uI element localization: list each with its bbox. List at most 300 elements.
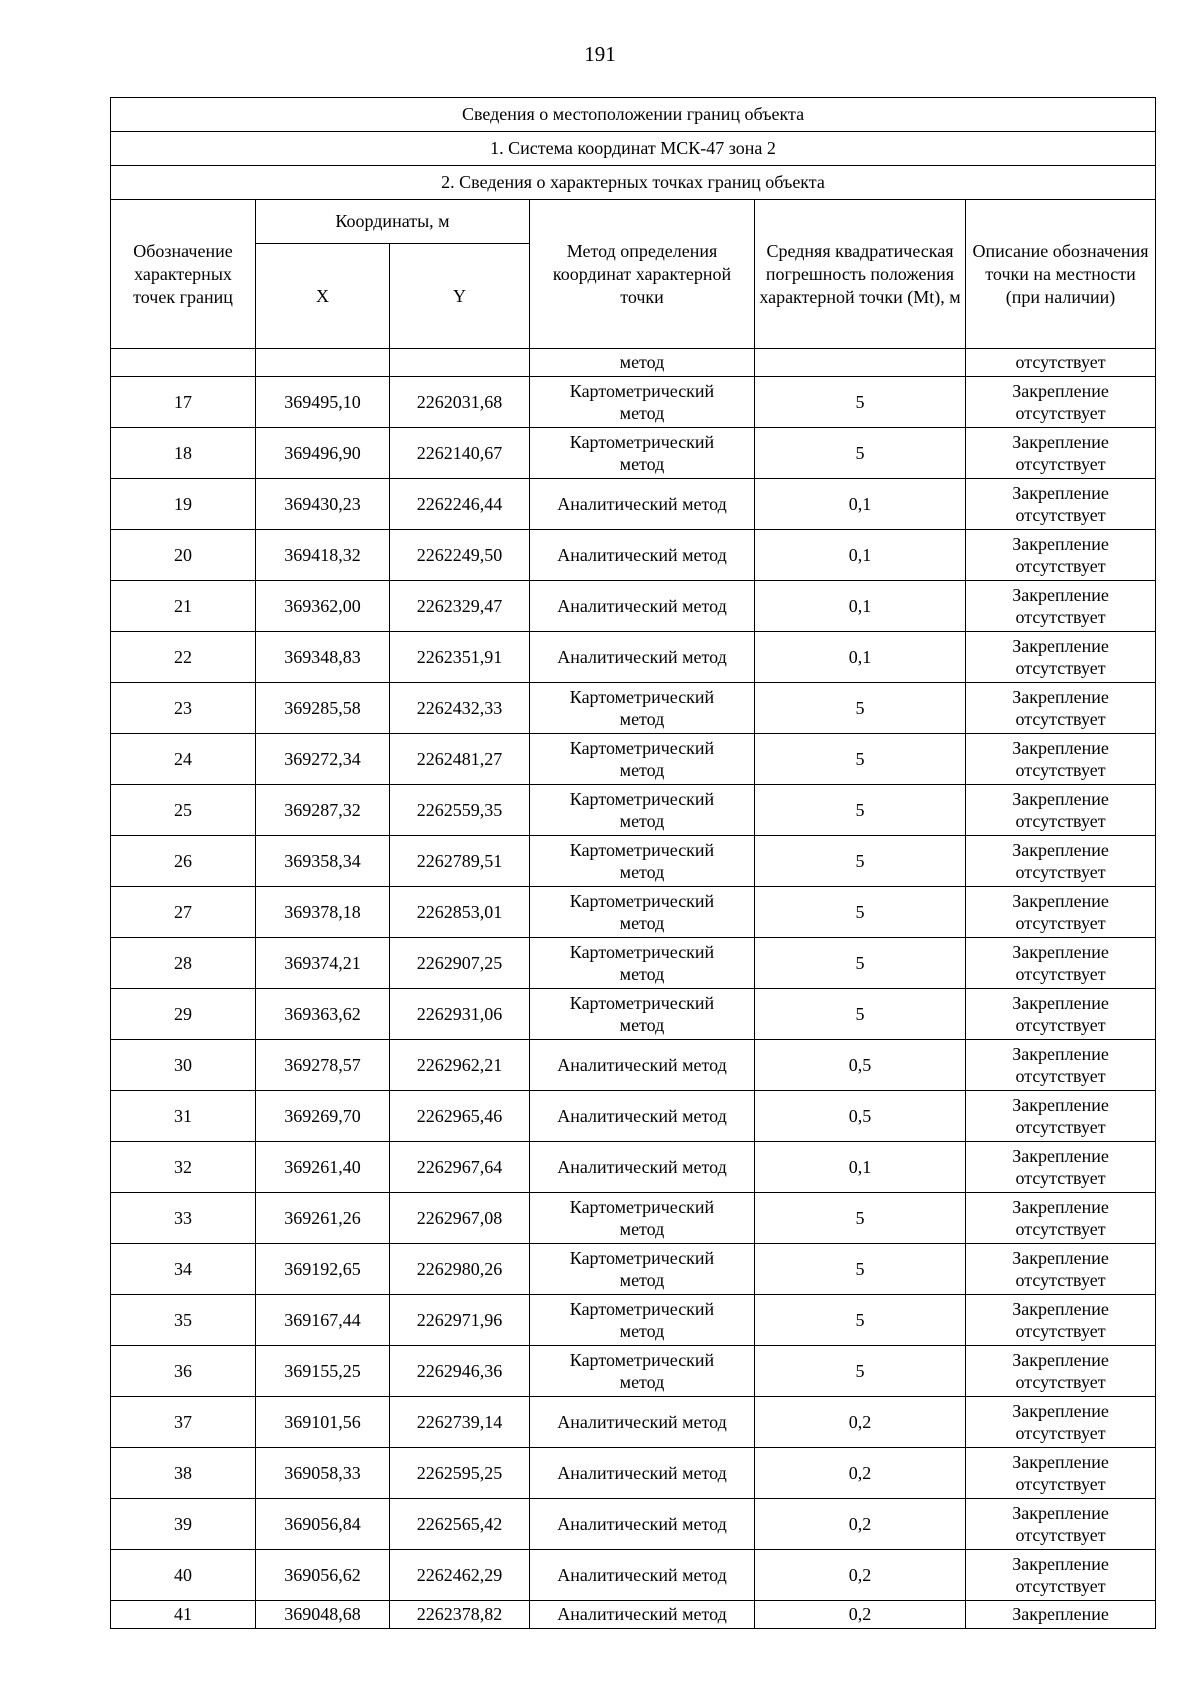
cell-method	[530, 683, 755, 734]
cell-description	[966, 989, 1156, 1040]
cell-description	[966, 887, 1156, 938]
method-text	[570, 992, 714, 1036]
cell-mean-error: 5	[755, 734, 966, 785]
method-line-1: Картометрический	[569, 1247, 715, 1268]
cell-point-number: 33	[111, 1193, 256, 1244]
cell-empty	[256, 349, 390, 377]
description-line-2: отсутствует	[1015, 1575, 1106, 1596]
table-row	[111, 938, 1156, 989]
description-line-2: отсутствует	[1015, 861, 1106, 882]
cell-description	[966, 632, 1156, 683]
cell-description	[966, 836, 1156, 887]
method-line-2: метод	[619, 708, 665, 729]
cell-method	[530, 1040, 755, 1091]
method-line-1: Картометрический	[569, 941, 715, 962]
cell-point-number: 38	[111, 1448, 256, 1499]
cell-x: 369495,10	[256, 377, 390, 428]
description-text	[1012, 482, 1109, 526]
table-row	[111, 377, 1156, 428]
cell-y: 2262595,25	[390, 1448, 530, 1499]
cell-mean-error: 5	[755, 938, 966, 989]
cell-y: 2262249,50	[390, 530, 530, 581]
description-line-2: отсутствует	[1015, 555, 1106, 576]
description-line-2: отсутствует	[1015, 504, 1106, 525]
method-text	[570, 890, 714, 934]
cell-y: 2262789,51	[390, 836, 530, 887]
description-line-2: отсутствует	[1015, 1065, 1106, 1086]
cell-y: 2262432,33	[390, 683, 530, 734]
cell-x: 369278,57	[256, 1040, 390, 1091]
table-row	[111, 530, 1156, 581]
method-line-1: Картометрический	[569, 788, 715, 809]
table-row	[111, 1499, 1156, 1550]
table-row	[111, 1601, 1156, 1629]
cell-point-number: 37	[111, 1397, 256, 1448]
cell-method	[530, 1448, 755, 1499]
cell-method	[530, 887, 755, 938]
cell-y: 2262481,27	[390, 734, 530, 785]
cell-x: 369363,62	[256, 989, 390, 1040]
description-line-2: отсутствует	[1015, 1167, 1106, 1188]
description-line-2: отсутствует	[1015, 453, 1106, 474]
description-text	[1012, 1094, 1109, 1138]
description-line-2: отсутствует	[1015, 1473, 1106, 1494]
description-text	[1012, 1502, 1109, 1546]
cell-x: 369261,26	[256, 1193, 390, 1244]
method-line-2: метод	[619, 861, 665, 882]
cell-point-number: 32	[111, 1142, 256, 1193]
cell-x: 369058,33	[256, 1448, 390, 1499]
description-line-1: Закрепление	[1012, 533, 1109, 554]
method-text	[557, 646, 727, 668]
cell-mean-error: 0,1	[755, 632, 966, 683]
method-line-1: Картометрический	[569, 737, 715, 758]
cell-y: 2262907,25	[390, 938, 530, 989]
cell-point-number: 20	[111, 530, 256, 581]
cell-y: 2262565,42	[390, 1499, 530, 1550]
cell-y: 2262965,46	[390, 1091, 530, 1142]
method-text	[557, 1105, 727, 1127]
method-line-1: Аналитический метод	[557, 544, 727, 565]
cell-point-number: 39	[111, 1499, 256, 1550]
cell-method: метод	[530, 349, 755, 377]
description-line-1: Закрепление	[1012, 1196, 1109, 1217]
method-text	[570, 1298, 714, 1342]
description-text	[1012, 380, 1109, 424]
description-text	[1012, 1145, 1109, 1189]
cell-method	[530, 734, 755, 785]
cell-point-number: 36	[111, 1346, 256, 1397]
method-text	[557, 493, 727, 515]
cell-x: 369155,25	[256, 1346, 390, 1397]
cell-point-number: 18	[111, 428, 256, 479]
table-row	[111, 1448, 1156, 1499]
cell-mean-error: 5	[755, 683, 966, 734]
cell-mean-error: 5	[755, 1346, 966, 1397]
cell-description	[966, 938, 1156, 989]
method-text	[570, 431, 714, 475]
method-line-2: метод	[619, 1218, 665, 1239]
cell-description: отсутствует	[966, 349, 1156, 377]
cell-x: 369378,18	[256, 887, 390, 938]
cell-method	[530, 632, 755, 683]
method-line-1: Аналитический метод	[557, 1462, 727, 1483]
cell-x: 369418,32	[256, 530, 390, 581]
method-text	[557, 595, 727, 617]
cell-mean-error: 5	[755, 1193, 966, 1244]
table-row	[111, 734, 1156, 785]
cell-y: 2262962,21	[390, 1040, 530, 1091]
cell-method	[530, 1346, 755, 1397]
description-line-1: Закрепление	[1012, 1145, 1109, 1166]
cell-mean-error: 5	[755, 428, 966, 479]
description-line-1: Закрепление	[1012, 992, 1109, 1013]
cell-y: 2262971,96	[390, 1295, 530, 1346]
cell-mean-error: 0,1	[755, 479, 966, 530]
method-text	[570, 1196, 714, 1240]
cell-description	[966, 1346, 1156, 1397]
cell-point-number: 28	[111, 938, 256, 989]
cell-description	[966, 1295, 1156, 1346]
method-line-2: метод	[619, 912, 665, 933]
table-row	[111, 989, 1156, 1040]
description-text	[1012, 635, 1109, 679]
header-method: Метод определения координат характерной точки	[530, 200, 755, 349]
cell-method	[530, 989, 755, 1040]
cell-method	[530, 377, 755, 428]
cell-y: 2262931,06	[390, 989, 530, 1040]
description-text	[1012, 1451, 1109, 1495]
method-line-1: Картометрический	[569, 686, 715, 707]
description-line-1: Закрепление	[1012, 1043, 1109, 1064]
cell-point-number: 40	[111, 1550, 256, 1601]
header-description: Описание обозначения точки на местности (при наличии)	[966, 200, 1156, 349]
method-line-1: Аналитический метод	[557, 1564, 727, 1585]
table-row	[111, 887, 1156, 938]
cell-x: 369056,62	[256, 1550, 390, 1601]
description-text	[1012, 431, 1109, 475]
method-text	[557, 1411, 727, 1433]
description-line-1: Закрепление	[1012, 788, 1109, 809]
description-line-1: Закрепление	[1012, 1094, 1109, 1115]
cell-point-number: 24	[111, 734, 256, 785]
cell-description	[966, 581, 1156, 632]
method-line-1: Аналитический метод	[557, 1105, 727, 1126]
method-text	[557, 1513, 727, 1535]
cell-method	[530, 836, 755, 887]
description-text	[1012, 533, 1109, 577]
table-row	[111, 581, 1156, 632]
description-line-1: Закрепление	[1012, 1553, 1109, 1574]
cell-description	[966, 1142, 1156, 1193]
method-line-1: Картометрический	[569, 992, 715, 1013]
cell-x: 369261,40	[256, 1142, 390, 1193]
cell-mean-error: 0,2	[755, 1550, 966, 1601]
description-line-2: отсутствует	[1015, 1218, 1106, 1239]
method-line-1: Картометрический	[569, 1349, 715, 1370]
cell-method	[530, 938, 755, 989]
header-x: X	[256, 244, 390, 349]
continuation-row	[111, 349, 1156, 377]
cell-description	[966, 1448, 1156, 1499]
cell-point-number: 21	[111, 581, 256, 632]
cell-method	[530, 1499, 755, 1550]
cell-x: 369348,83	[256, 632, 390, 683]
cell-method	[530, 1397, 755, 1448]
description-line-2: отсутствует	[1015, 1014, 1106, 1035]
method-line-2: метод	[619, 402, 665, 423]
cell-point-number: 27	[111, 887, 256, 938]
cell-x: 369167,44	[256, 1295, 390, 1346]
cell-description	[966, 734, 1156, 785]
cell-mean-error: 0,2	[755, 1397, 966, 1448]
description-line-2: отсутствует	[1015, 657, 1106, 678]
description-line-2: отсутствует	[1015, 606, 1106, 627]
description-line-1: Закрепление	[1012, 1247, 1109, 1268]
cell-description	[966, 479, 1156, 530]
cell-point-number: 26	[111, 836, 256, 887]
cell-method	[530, 581, 755, 632]
method-line-1: Аналитический метод	[557, 646, 727, 667]
table-row	[111, 683, 1156, 734]
description-line-2: отсутствует	[1015, 963, 1106, 984]
description-line-2: отсутствует	[1015, 708, 1106, 729]
description-line-1: Закрепление	[1012, 1451, 1109, 1472]
cell-x: 369056,84	[256, 1499, 390, 1550]
description-line-2: отсутствует	[1015, 1371, 1106, 1392]
boundary-points-table	[110, 97, 1156, 1629]
method-text	[570, 1247, 714, 1291]
method-text	[557, 1054, 727, 1076]
cell-x: 369374,21	[256, 938, 390, 989]
method-line-2: метод	[619, 810, 665, 831]
method-line-2: метод	[619, 759, 665, 780]
table-row	[111, 836, 1156, 887]
table-row	[111, 1397, 1156, 1448]
method-line-1: Картометрический	[569, 431, 715, 452]
cell-description	[966, 1040, 1156, 1091]
cell-method	[530, 530, 755, 581]
cell-x: 369101,56	[256, 1397, 390, 1448]
method-line-2: метод	[619, 1269, 665, 1290]
cell-mean-error: 5	[755, 836, 966, 887]
description-line-1: Закрепление	[1012, 380, 1109, 401]
table-row	[111, 1091, 1156, 1142]
cell-point-number: 25	[111, 785, 256, 836]
cell-mean-error: 0,1	[755, 1142, 966, 1193]
cell-y: 2262967,08	[390, 1193, 530, 1244]
description-line-1: Закрепление	[1012, 890, 1109, 911]
cell-point-number: 41	[111, 1601, 256, 1629]
table-row	[111, 1346, 1156, 1397]
cell-method: Аналитический метод	[530, 1601, 755, 1629]
table-row	[111, 632, 1156, 683]
cell-description	[966, 1244, 1156, 1295]
description-line-1: Закрепление	[1012, 431, 1109, 452]
cell-description	[966, 1193, 1156, 1244]
table-row	[111, 1142, 1156, 1193]
method-text	[557, 1462, 727, 1484]
cell-x: 369048,68	[256, 1601, 390, 1629]
description-text	[1012, 737, 1109, 781]
method-text	[557, 1156, 727, 1178]
description-text	[1012, 1247, 1109, 1291]
description-text	[1012, 1298, 1109, 1342]
description-line-2: отсутствует	[1015, 1116, 1106, 1137]
cell-mean-error: 0,2	[755, 1601, 966, 1629]
table-row	[111, 428, 1156, 479]
cell-mean-error: 5	[755, 785, 966, 836]
description-line-1: Закрепление	[1012, 482, 1109, 503]
cell-x: 369362,00	[256, 581, 390, 632]
cell-x: 369285,58	[256, 683, 390, 734]
cell-point-number: 29	[111, 989, 256, 1040]
cell-mean-error: 5	[755, 377, 966, 428]
cell-method	[530, 1244, 755, 1295]
method-text	[570, 1349, 714, 1393]
section-title: 2. Сведения о характерных точках границ объекта	[111, 166, 1156, 200]
table-title: Сведения о местоположении границ объекта	[111, 98, 1156, 132]
method-line-1: Картометрический	[569, 1196, 715, 1217]
method-line-1: Картометрический	[569, 890, 715, 911]
cell-description	[966, 428, 1156, 479]
cell-x: 369269,70	[256, 1091, 390, 1142]
description-line-2: отсутствует	[1015, 1422, 1106, 1443]
cell-point-number: 35	[111, 1295, 256, 1346]
cell-y: 2262378,82	[390, 1601, 530, 1629]
description-line-1: Закрепление	[1012, 941, 1109, 962]
description-line-2: отсутствует	[1015, 810, 1106, 831]
cell-point-number: 30	[111, 1040, 256, 1091]
header-coordinates: Координаты, м	[256, 200, 530, 244]
cell-mean-error: 0,1	[755, 530, 966, 581]
method-text	[570, 686, 714, 730]
cell-y: 2262031,68	[390, 377, 530, 428]
cell-y: 2262351,91	[390, 632, 530, 683]
description-text	[1012, 686, 1109, 730]
table-row	[111, 1040, 1156, 1091]
method-line-1: Аналитический метод	[557, 493, 727, 514]
cell-y: 2262140,67	[390, 428, 530, 479]
cell-y: 2262246,44	[390, 479, 530, 530]
cell-y: 2262462,29	[390, 1550, 530, 1601]
method-line-1: Картометрический	[569, 1298, 715, 1319]
cell-point-number: 34	[111, 1244, 256, 1295]
method-line-1: Аналитический метод	[557, 595, 727, 616]
cell-y: 2262739,14	[390, 1397, 530, 1448]
description-text	[1012, 1400, 1109, 1444]
cell-mean-error: 0,5	[755, 1040, 966, 1091]
method-line-2: метод	[619, 1320, 665, 1341]
method-line-2: метод	[619, 453, 665, 474]
cell-method	[530, 1295, 755, 1346]
table-row	[111, 479, 1156, 530]
cell-description	[966, 377, 1156, 428]
description-text	[1012, 890, 1109, 934]
cell-mean-error: 5	[755, 989, 966, 1040]
cell-point-number: 31	[111, 1091, 256, 1142]
cell-method	[530, 1550, 755, 1601]
description-line-1: Закрепление	[1012, 686, 1109, 707]
description-text	[1012, 941, 1109, 985]
cell-x: 369496,90	[256, 428, 390, 479]
cell-empty	[111, 349, 256, 377]
cell-description	[966, 1550, 1156, 1601]
cell-x: 369430,23	[256, 479, 390, 530]
method-text	[570, 380, 714, 424]
header-point-designation: Обозначение характерных точек границ	[111, 200, 256, 349]
description-line-1: Закрепление	[1012, 584, 1109, 605]
cell-y: 2262329,47	[390, 581, 530, 632]
description-line-2: отсутствует	[1015, 759, 1106, 780]
cell-description: Закрепление	[966, 1601, 1156, 1629]
description-text	[1012, 1043, 1109, 1087]
cell-point-number: 19	[111, 479, 256, 530]
coordinate-system-title: 1. Система координат МСК-47 зона 2	[111, 132, 1156, 166]
method-line-2: метод	[619, 1371, 665, 1392]
description-line-1: Закрепление	[1012, 1400, 1109, 1421]
method-line-1: Аналитический метод	[557, 1513, 727, 1534]
table-row	[111, 785, 1156, 836]
cell-description	[966, 1091, 1156, 1142]
cell-point-number: 23	[111, 683, 256, 734]
description-text	[1012, 1349, 1109, 1393]
method-text	[570, 941, 714, 985]
cell-description	[966, 1397, 1156, 1448]
method-line-1: Картометрический	[569, 839, 715, 860]
cell-description	[966, 530, 1156, 581]
cell-x: 369287,32	[256, 785, 390, 836]
description-text	[1012, 584, 1109, 628]
cell-mean-error: 5	[755, 1244, 966, 1295]
description-line-2: отсутствует	[1015, 402, 1106, 423]
cell-mean-error: 0,1	[755, 581, 966, 632]
cell-description	[966, 683, 1156, 734]
cell-method	[530, 1193, 755, 1244]
description-line-2: отсутствует	[1015, 1524, 1106, 1545]
method-line-1: Аналитический метод	[557, 1054, 727, 1075]
cell-description	[966, 785, 1156, 836]
description-line-2: отсутствует	[1015, 1320, 1106, 1341]
table-row	[111, 1295, 1156, 1346]
method-text	[557, 1564, 727, 1586]
description-line-2: отсутствует	[1015, 1269, 1106, 1290]
description-line-1: Закрепление	[1012, 1298, 1109, 1319]
header-y: Y	[390, 244, 530, 349]
cell-point-number: 22	[111, 632, 256, 683]
description-text	[1012, 788, 1109, 832]
description-line-1: Закрепление	[1012, 1502, 1109, 1523]
header-mean-error: Средняя квадратическая погрешность положения характерной точки (Mt), м	[755, 200, 966, 349]
cell-mean-error: 5	[755, 1295, 966, 1346]
description-line-2: отсутствует	[1015, 912, 1106, 933]
method-line-1: Аналитический метод	[557, 1156, 727, 1177]
description-line-1: Закрепление	[1012, 839, 1109, 860]
method-text	[570, 839, 714, 883]
cell-mean-error: 0,2	[755, 1499, 966, 1550]
cell-empty	[755, 349, 966, 377]
description-text	[1012, 992, 1109, 1036]
description-line-1: Закрепление	[1012, 1349, 1109, 1370]
cell-y: 2262980,26	[390, 1244, 530, 1295]
method-text	[557, 544, 727, 566]
description-line-1: Закрепление	[1012, 737, 1109, 758]
method-line-2: метод	[619, 963, 665, 984]
cell-y: 2262967,64	[390, 1142, 530, 1193]
cell-description	[966, 1499, 1156, 1550]
cell-y: 2262559,35	[390, 785, 530, 836]
cell-x: 369192,65	[256, 1244, 390, 1295]
